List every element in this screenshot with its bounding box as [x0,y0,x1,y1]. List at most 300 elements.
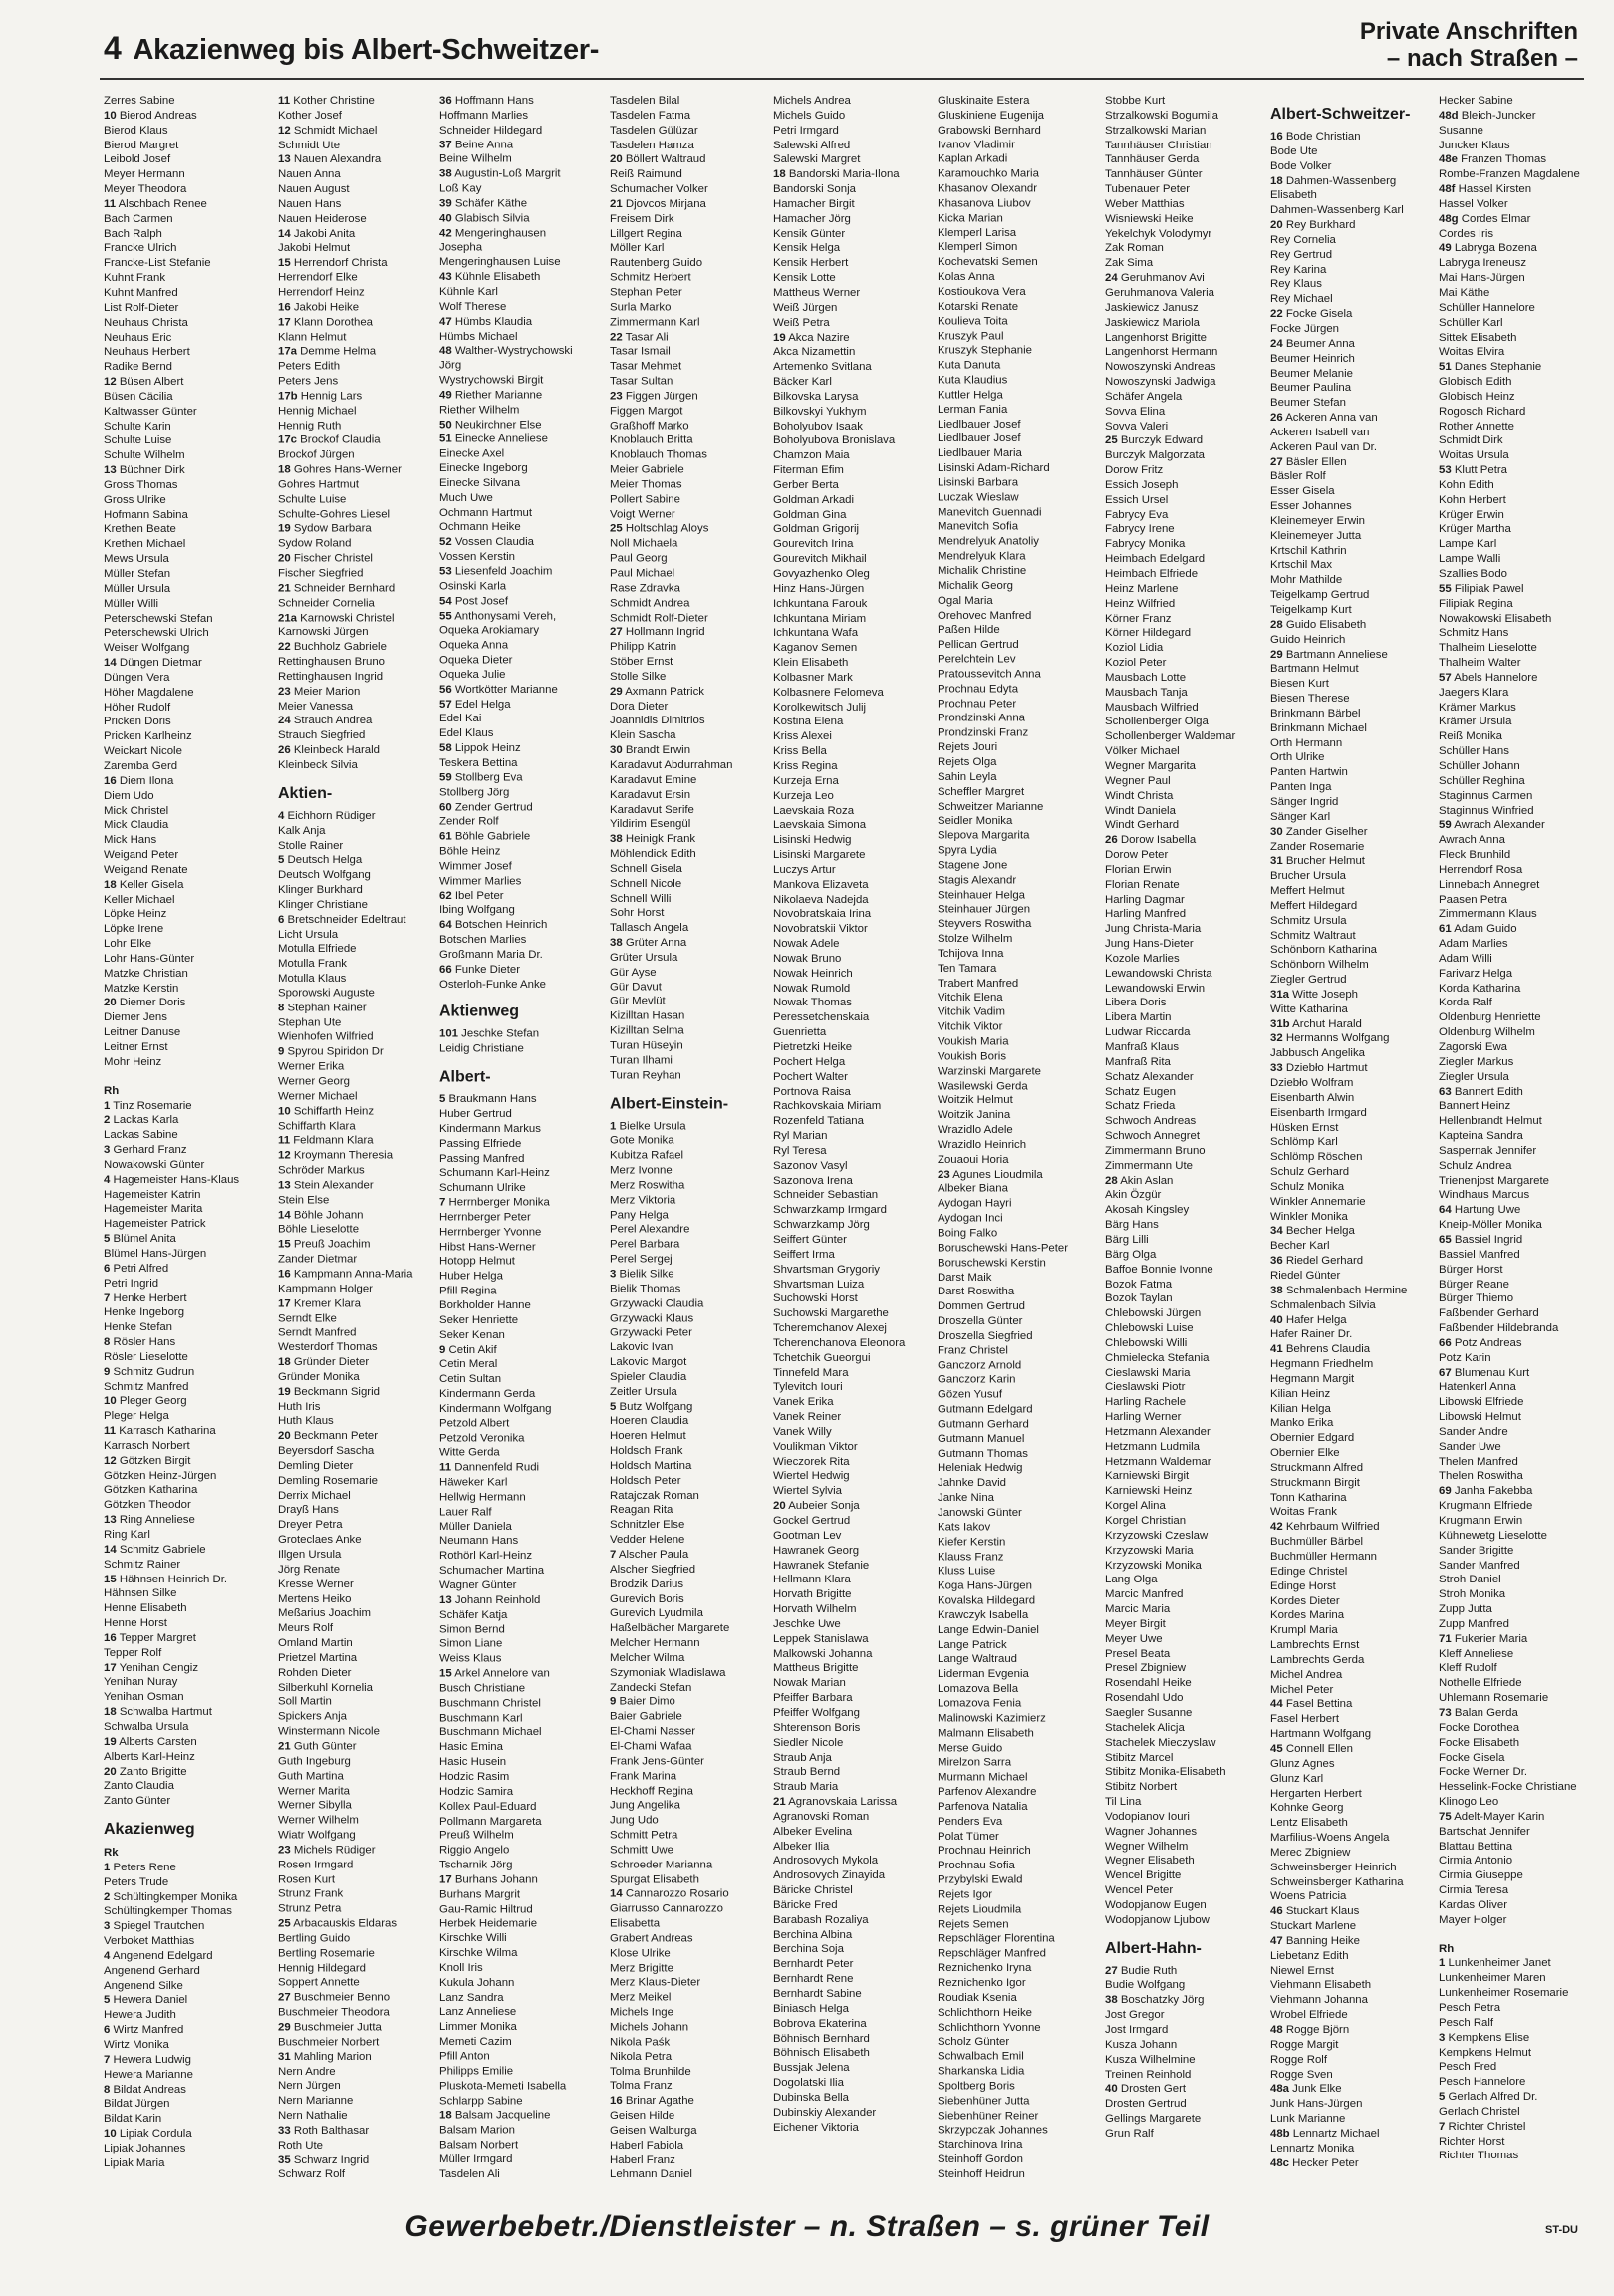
resident-entry: Hecker Sabine [1439,95,1513,107]
resident-entry: Hawranek Stefanie [773,1559,870,1572]
resident-entry: Viehmann Elisabeth [1270,1979,1372,1992]
resident-entry: Paßen Hilde [938,624,1000,637]
resident-entry: Schmitz Waltraut [1270,929,1356,942]
resident-entry: Merz Ivonne [610,1164,672,1177]
resident-entry: Henne Horst [104,1617,167,1630]
house-number: 31a [1270,988,1290,1001]
resident-entry: Cirmia Giuseppe [1439,1869,1523,1882]
resident-entry: Drayß Hans [278,1504,339,1517]
resident-entry: Strunz Petra [278,1902,342,1915]
resident-entry: 36 Hoffmann Hans [439,94,534,107]
resident-entry: Rogosch Richard [1439,405,1526,418]
resident-entry: Vitchik Elena [938,992,1003,1004]
resident-entry: Bilkovska Larysa [773,390,859,403]
resident-entry: 35 Schwarz Ingrid [278,2153,370,2166]
resident-entry: Ganczorz Arnold [938,1359,1022,1372]
resident-entry: 40 Hafer Helga [1270,1313,1347,1326]
resident-entry: Hellmann Klara [773,1574,851,1586]
resident-entry: 47 Banning Heike [1270,1934,1360,1947]
resident-entry: 61 Adam Guido [1439,923,1517,936]
resident-entry: Kizilltan Selma [610,1024,684,1037]
resident-entry: Polat Tümer [938,1830,999,1843]
resident-entry: Michel Andrea [1270,1668,1343,1681]
resident-entry: 36 Riedel Gerhard [1270,1255,1364,1268]
resident-entry: Kempkens Helmut [1439,2046,1532,2059]
resident-entry: Rosendahl Heike [1105,1677,1192,1690]
resident-entry: Hennig Ruth [278,420,342,432]
resident-entry: Til Lina [1105,1796,1142,1809]
resident-entry: Rozenfeld Tatiana [773,1115,864,1128]
resident-entry: Ivanov Vladimir [938,139,1015,151]
resident-entry: Borkholder Hanne [439,1299,531,1312]
resident-entry: 26 Kleinbeck Harald [278,744,380,757]
resident-entry: Kukula Johann [439,1976,515,1989]
house-number: 15 [104,1573,117,1585]
resident-entry: Werner Wilhelm [278,1814,359,1827]
resident-entry: Brodzik Darius [610,1578,684,1590]
house-number: 52 [439,536,452,549]
resident-entry: Merz Meikel [610,1991,672,2004]
resident-entry: Harling Dagmar [1105,893,1185,906]
resident-entry: Francke Ulrich [104,242,177,255]
resident-entry: Hellenbrandt Helmut [1439,1115,1542,1128]
resident-entry: Marfilius-Woens Angela [1270,1832,1390,1845]
resident-entry: Glunz Agnes [1270,1757,1335,1770]
resident-entry: Hesselink-Focke Christiane [1439,1781,1577,1794]
resident-entry: Parfenova Natalia [938,1801,1028,1813]
resident-entry: Hibst Hans-Werner [439,1241,536,1254]
resident-entry: Yenihan Osman [104,1691,184,1704]
resident-entry: Werner Marita [278,1785,350,1798]
resident-entry: Biesen Therese [1270,693,1350,706]
resident-entry: Schwalbach Emil [938,2050,1024,2063]
resident-entry: Mendrelyuk Klara [938,550,1026,563]
resident-entry: Schönborn Wilhelm [1270,959,1369,972]
house-number: 16 [610,2095,623,2108]
resident-entry: Zaremba Gerd [104,759,178,772]
resident-entry: Blümel Hans-Jürgen [104,1247,207,1260]
house-number: 27 [278,1991,291,2004]
resident-entry: Saegler Susanne [1105,1706,1193,1719]
resident-entry: Staginnus Carmen [1439,789,1533,802]
resident-entry: Vanek Reiner [773,1411,842,1424]
resident-entry: Rosen Kurt [278,1873,335,1886]
resident-entry: Manfraß Klaus [1105,1041,1180,1053]
resident-entry: Stachelek Alicja [1105,1721,1185,1734]
resident-entry: Blattau Bettina [1439,1840,1513,1853]
resident-entry: Soppert Annette [278,1976,360,1989]
resident-entry: Noll Michaela [610,537,678,550]
house-number: 64 [1439,1204,1452,1217]
resident-entry: Liedlbauer Josef [938,432,1021,445]
resident-entry: Hagemeister Katrin [104,1188,201,1201]
resident-entry: Windt Christa [1105,789,1174,802]
resident-entry: Völker Michael [1105,745,1180,758]
resident-entry: Zimmermann Bruno [1105,1144,1206,1157]
resident-entry: Stobbe Kurt [1105,95,1166,107]
resident-entry: Wencel Peter [1105,1884,1174,1897]
resident-entry: Dahmen-Wassenberg Karl [1270,204,1404,217]
resident-entry: Wienhofen Wilfried [278,1031,374,1044]
resident-entry: Suchowski Margarethe [773,1307,889,1320]
resident-entry: Strauch Siegfried [278,729,366,742]
resident-entry: Bertling Guido [278,1932,351,1945]
house-number: 5 [610,1400,617,1413]
resident-entry: Kresse Werner [278,1578,354,1590]
resident-entry: Kriss Regina [773,759,838,772]
resident-entry: Kusza Johann [1105,2038,1178,2051]
resident-entry: Steinhoff Heidrun [938,2168,1025,2180]
resident-entry: Panten Inga [1270,781,1332,794]
resident-entry: 7 Hewera Ludwig [104,2053,192,2066]
resident-entry: Lehmann Daniel [610,2168,692,2181]
resident-entry: Kirschke Wilma [439,1947,518,1960]
resident-entry: Nikola Petra [610,2050,672,2063]
house-number: 8 [278,1002,285,1014]
resident-entry: 45 Connell Ellen [1270,1742,1353,1755]
resident-entry: Nern Jürgen [278,2080,341,2093]
resident-entry: Warzinski Margarete [938,1065,1042,1078]
resident-entry: Kirschke Willi [439,1932,507,1945]
resident-entry: Pricken Doris [104,716,171,728]
resident-entry: Kohnke Georg [1270,1802,1344,1815]
house-number: 20 [278,552,291,565]
resident-entry: Hassel Volker [1439,197,1508,210]
resident-entry: Meier Vanessa [278,700,354,713]
house-number: 2 [104,1890,111,1903]
resident-entry: Turan Reyhan [610,1069,681,1082]
resident-entry: 42 Kehrbaum Wilfried [1270,1521,1380,1534]
resident-entry: Bobrova Ekaterina [773,2017,867,2030]
resident-entry: Akin Özgür [1105,1189,1162,1202]
resident-entry: Riggio Angelo [439,1844,510,1857]
resident-entry: Zerres Sabine [104,95,175,107]
house-number: 7 [610,1548,617,1561]
house-number: 64 [439,919,452,932]
resident-entry: Seker Kenan [439,1328,505,1341]
resident-entry: Krämer Ursula [1439,716,1512,728]
resident-entry: Krzyzowski Maria [1105,1544,1194,1557]
resident-entry: 23 Figgen Jürgen [610,390,698,403]
resident-entry: Lohr Hans-Günter [104,952,195,965]
resident-entry: Bürger Horst [1439,1263,1503,1276]
resident-entry: 3 Gerhard Franz [104,1144,187,1157]
resident-entry: Lewandowski Christa [1105,967,1212,980]
resident-entry: Akca Nizamettin [773,346,856,359]
resident-entry: Beumer Stefan [1270,397,1346,410]
house-number: 11 [278,94,291,107]
resident-entry: Fabrycy Irene [1105,523,1175,536]
resident-entry: 49 Riether Marianne [439,389,543,402]
resident-entry: Zupp Jutta [1439,1603,1492,1616]
house-number: 5 [104,1233,111,1246]
house-number: 18 [104,878,117,891]
house-number: 16 [1270,131,1283,143]
resident-entry: Viehmann Johanna [1270,1994,1368,2007]
resident-entry: Weickart Nicole [104,745,182,758]
resident-entry: 31 Brucher Helmut [1270,855,1365,868]
resident-entry: 21 Schneider Bernhard [278,582,396,595]
resident-entry: Götzken Katharina [104,1484,198,1497]
house-number: 51 [439,432,452,445]
resident-entry: Tcheremchanov Alexej [773,1322,887,1335]
house-number: 40 [439,212,452,225]
resident-entry: Schnell Nicole [610,877,682,890]
resident-entry: Schnitzler Else [610,1519,685,1532]
resident-entry: Nern Nathalie [278,2110,348,2123]
resident-entry: Matzke Kerstin [104,982,179,995]
resident-entry: Soll Martin [278,1696,332,1709]
resident-entry: Karniewski Birgit [1105,1470,1190,1483]
house-number: 40 [1270,1313,1283,1326]
resident-entry: Bartschat Jennifer [1439,1825,1530,1838]
resident-entry: Bielik Thomas [610,1283,681,1295]
resident-entry: Shterenson Boris [773,1721,861,1734]
house-number: 35 [278,2153,291,2166]
resident-entry: 38 Augustin-Loß Margrit [439,167,561,180]
resident-entry: Meffert Helmut [1270,885,1345,898]
resident-entry: Bäricke Fred [773,1898,838,1911]
resident-entry: Langenhorst Brigitte [1105,331,1207,344]
resident-entry: Guth Martina [278,1770,344,1783]
resident-entry: Hatenkerl Anna [1439,1381,1516,1394]
resident-entry: Jaegers Klara [1439,686,1509,699]
resident-entry: Herrendorf Heinz [278,286,365,299]
resident-entry: Globisch Edith [1439,376,1512,389]
resident-entry: Bierod Klaus [104,124,168,137]
resident-entry: Schüller Hannelore [1439,301,1535,314]
resident-entry: Linnebach Annegret [1439,878,1540,891]
house-number: 24 [1105,272,1118,285]
resident-entry: Jörg Renate [278,1563,341,1576]
street-heading: Akazienweg [104,1821,195,1839]
house-number: 3 [1439,2031,1446,2044]
house-number: 16 [104,1631,117,1644]
resident-entry: Nothelle Elfriede [1439,1677,1522,1690]
house-number: 31 [1270,855,1283,868]
house-number: 1 [1439,1957,1446,1970]
resident-entry: Krzyzowski Monika [1105,1559,1202,1572]
resident-entry: Cirmia Antonio [1439,1855,1513,1867]
resident-entry: 5 Braukmann Hans [439,1093,537,1106]
resident-entry: 2 Lackas Karla [104,1114,179,1127]
resident-entry: Stroh Monika [1439,1588,1506,1601]
house-number: 14 [104,1543,117,1556]
house-number: 20 [104,997,117,1009]
resident-entry: Bartmann Helmut [1270,663,1359,676]
resident-entry: Frank Jens-Günter [610,1755,704,1768]
resident-entry: 60 Zender Gertrud [439,801,533,814]
resident-entry: Spyra Lydia [938,844,997,857]
house-number: 13 [104,464,117,477]
house-number: 46 [1270,1905,1283,1918]
resident-entry: Woitas Frank [1270,1506,1337,1519]
resident-entry: Ganczorz Karin [938,1374,1016,1386]
house-number: 11 [278,1134,291,1147]
resident-entry: Stibitz Monika-Elisabeth [1105,1766,1226,1779]
resident-entry: Lisinski Margarete [773,849,866,862]
resident-entry: Buschmann Michael [439,1726,542,1739]
resident-entry: Murmann Michael [938,1771,1028,1784]
resident-entry: Bärg Lilli [1105,1233,1149,1246]
resident-entry: 48 Walther-Wystrychowski [439,345,573,358]
directory-column [773,94,933,2135]
resident-entry: Peters Jens [278,375,339,388]
resident-entry: 11 Kother Christine [278,94,375,107]
resident-entry: Pfill Regina [439,1285,497,1297]
street-heading: Albert-Hahn- [1105,1939,1202,1957]
resident-entry: Krzyzowski Czeslaw [1105,1529,1209,1542]
resident-entry: Elisabetta [610,1917,661,1930]
house-number: 42 [1270,1521,1283,1534]
resident-entry: 14 Düngen Dietmar [104,657,202,670]
section-title: Private Anschriften [1359,18,1578,45]
resident-entry: Perel Alexandre [610,1223,690,1236]
resident-entry: Hetzmann Waldemar [1105,1455,1211,1468]
resident-entry: 12 Kroymann Theresia [278,1149,394,1162]
resident-entry: Demling Rosemarie [278,1474,379,1487]
directory-column [1105,94,1264,2142]
resident-entry: Seiffert Günter [773,1233,847,1246]
resident-entry: Lewandowski Erwin [1105,982,1206,995]
resident-entry: Gurevich Boris [610,1592,684,1605]
resident-entry: Dora Dieter [610,700,669,713]
resident-entry: 20 Aubeier Sonja [773,1500,860,1513]
resident-entry: Schmitz Herbert [610,271,691,284]
resident-entry: Tasar Sultan [610,375,673,388]
resident-entry: Nowakowski Elisabeth [1439,612,1552,625]
resident-entry: Heleniak Hedwig [938,1462,1023,1475]
resident-entry: Schüller Hans [1439,745,1509,758]
resident-entry: Verboket Matthias [104,1935,195,1948]
resident-entry: Dorow Fritz [1105,464,1164,477]
resident-entry: Schüller Johann [1439,759,1520,772]
house-number: 61 [1439,923,1452,936]
resident-entry: Lanz Sandra [439,1991,504,2004]
resident-entry: Wodopjanow Ljubow [1105,1913,1210,1926]
resident-entry: Lampe Walli [1439,553,1501,566]
resident-entry: Bannert Heinz [1439,1100,1511,1113]
resident-entry: Rogge Rolf [1270,2053,1327,2066]
resident-entry: Huber Gertrud [439,1108,512,1121]
resident-entry: Jörg [439,359,462,372]
resident-entry: Serndt Elke [278,1311,337,1324]
resident-entry: Elisabeth [1270,189,1317,202]
resident-entry: Vitchik Vadim [938,1006,1005,1018]
resident-entry: Koulieva Toita [938,315,1008,328]
resident-entry: Kochevatski Semen [938,256,1038,269]
house-number: 16 [278,1268,291,1281]
resident-entry: Weiser Wolfgang [104,642,190,655]
house-number: 38 [610,936,623,949]
resident-entry: Mengeringhausen Luise [439,256,561,269]
resident-entry: Rösler Lieselotte [104,1350,188,1363]
resident-entry: 4 Hagemeister Hans-Klaus [104,1173,240,1186]
resident-entry: Mayer Holger [1439,1913,1507,1926]
resident-entry: Weigand Renate [104,863,188,876]
resident-entry: Shvartsman Luiza [773,1278,865,1291]
resident-entry: Häweker Karl [439,1476,508,1489]
resident-entry: 19 Alberts Carsten [104,1735,197,1748]
resident-entry: 3 Spiegel Trautchen [104,1920,205,1933]
resident-entry: 18 Bandorski Maria-Ilona [773,168,900,181]
resident-entry: Karadavut Ersin [610,788,691,801]
resident-entry: Hellwig Hermann [439,1491,526,1504]
resident-entry: Lakovic Margot [610,1356,687,1369]
house-number: 49 [1439,242,1452,255]
resident-entry: Manfraß Rita [1105,1055,1171,1068]
resident-entry: Rautenberg Guido [610,257,703,270]
resident-entry: Wisniewski Heike [1105,212,1194,225]
resident-entry: Sänger Ingrid [1270,795,1339,808]
resident-entry: Much Uwe [439,491,493,504]
house-number: 38 [610,833,623,846]
resident-entry: 16 Diem Ilona [104,774,174,787]
resident-entry: Hetzmann Alexander [1105,1425,1210,1438]
resident-entry: Jost Irmgard [1105,2024,1169,2036]
house-number: 5 [1439,2091,1446,2104]
district-code: Rh [104,1084,120,1097]
resident-entry: Kühnle Karl [439,286,498,299]
page-header-right [1360,18,1578,72]
district-code: Rh [1439,1942,1455,1955]
resident-entry: 13 Ring Anneliese [104,1514,195,1527]
resident-entry: Tasdelen Bilal [610,94,680,107]
resident-entry: Steinhauer Helga [938,888,1026,901]
resident-entry: Mai Hans-Jürgen [1439,272,1525,285]
resident-entry: Bierod Margret [104,139,179,151]
resident-entry: Schwarz Rolf [278,2168,346,2181]
resident-entry: Schlömp Röschen [1270,1151,1363,1164]
resident-entry: Merz Brigitte [610,1961,673,1974]
resident-entry: Wimmer Marlies [439,875,522,887]
house-number: 18 [278,463,291,476]
resident-entry: Schönborn Katharina [1270,944,1378,957]
resident-entry: Schlichthorn Yvonne [938,2021,1041,2034]
resident-entry: Korda Ralf [1439,997,1492,1009]
resident-entry: Niewel Ernst [1270,1964,1334,1977]
resident-entry: Liebetanz Edith [1270,1949,1349,1962]
resident-entry: Herrendorf Elke [278,271,358,284]
resident-entry: Peterschewski Ulrich [104,627,209,640]
resident-entry: 3 Bielik Silke [610,1268,674,1281]
resident-entry: 1 Tinz Rosemarie [104,1099,192,1112]
house-number: 65 [1439,1233,1452,1246]
resident-entry: Lunkenheimer Rosemarie [1439,1987,1569,2000]
resident-entry: Meßarius Joachim [278,1607,372,1620]
resident-entry: Focke Werner Dr. [1439,1766,1528,1779]
resident-entry: Körner Hildegard [1105,627,1192,640]
resident-entry: Jabbusch Angelika [1270,1047,1365,1060]
resident-entry: Tasdelen Hamza [610,139,694,151]
resident-entry: Kolbasner Mark [773,671,853,684]
resident-entry: 17c Brockof Claudia [278,433,381,446]
resident-entry: Labryga Ireneusz [1439,257,1527,270]
resident-entry: Liedlbauer Maria [938,447,1022,460]
resident-entry: Ludwar Riccarda [1105,1026,1191,1039]
house-number: 14 [278,227,291,240]
resident-entry: Jung Hans-Dieter [1105,938,1194,951]
resident-entry: Memeti Cazim [439,2035,512,2048]
resident-entry: Florian Renate [1105,878,1180,891]
resident-entry: 16 Kampmann Anna-Maria [278,1268,413,1281]
resident-entry: Wolf Therese [439,300,507,313]
resident-entry: Fischer Siegfried [278,567,364,580]
resident-entry: Globisch Heinz [1439,390,1515,403]
house-number: 42 [439,226,452,239]
house-number: 21 [278,582,291,595]
resident-entry: Petzold Albert [439,1417,510,1430]
